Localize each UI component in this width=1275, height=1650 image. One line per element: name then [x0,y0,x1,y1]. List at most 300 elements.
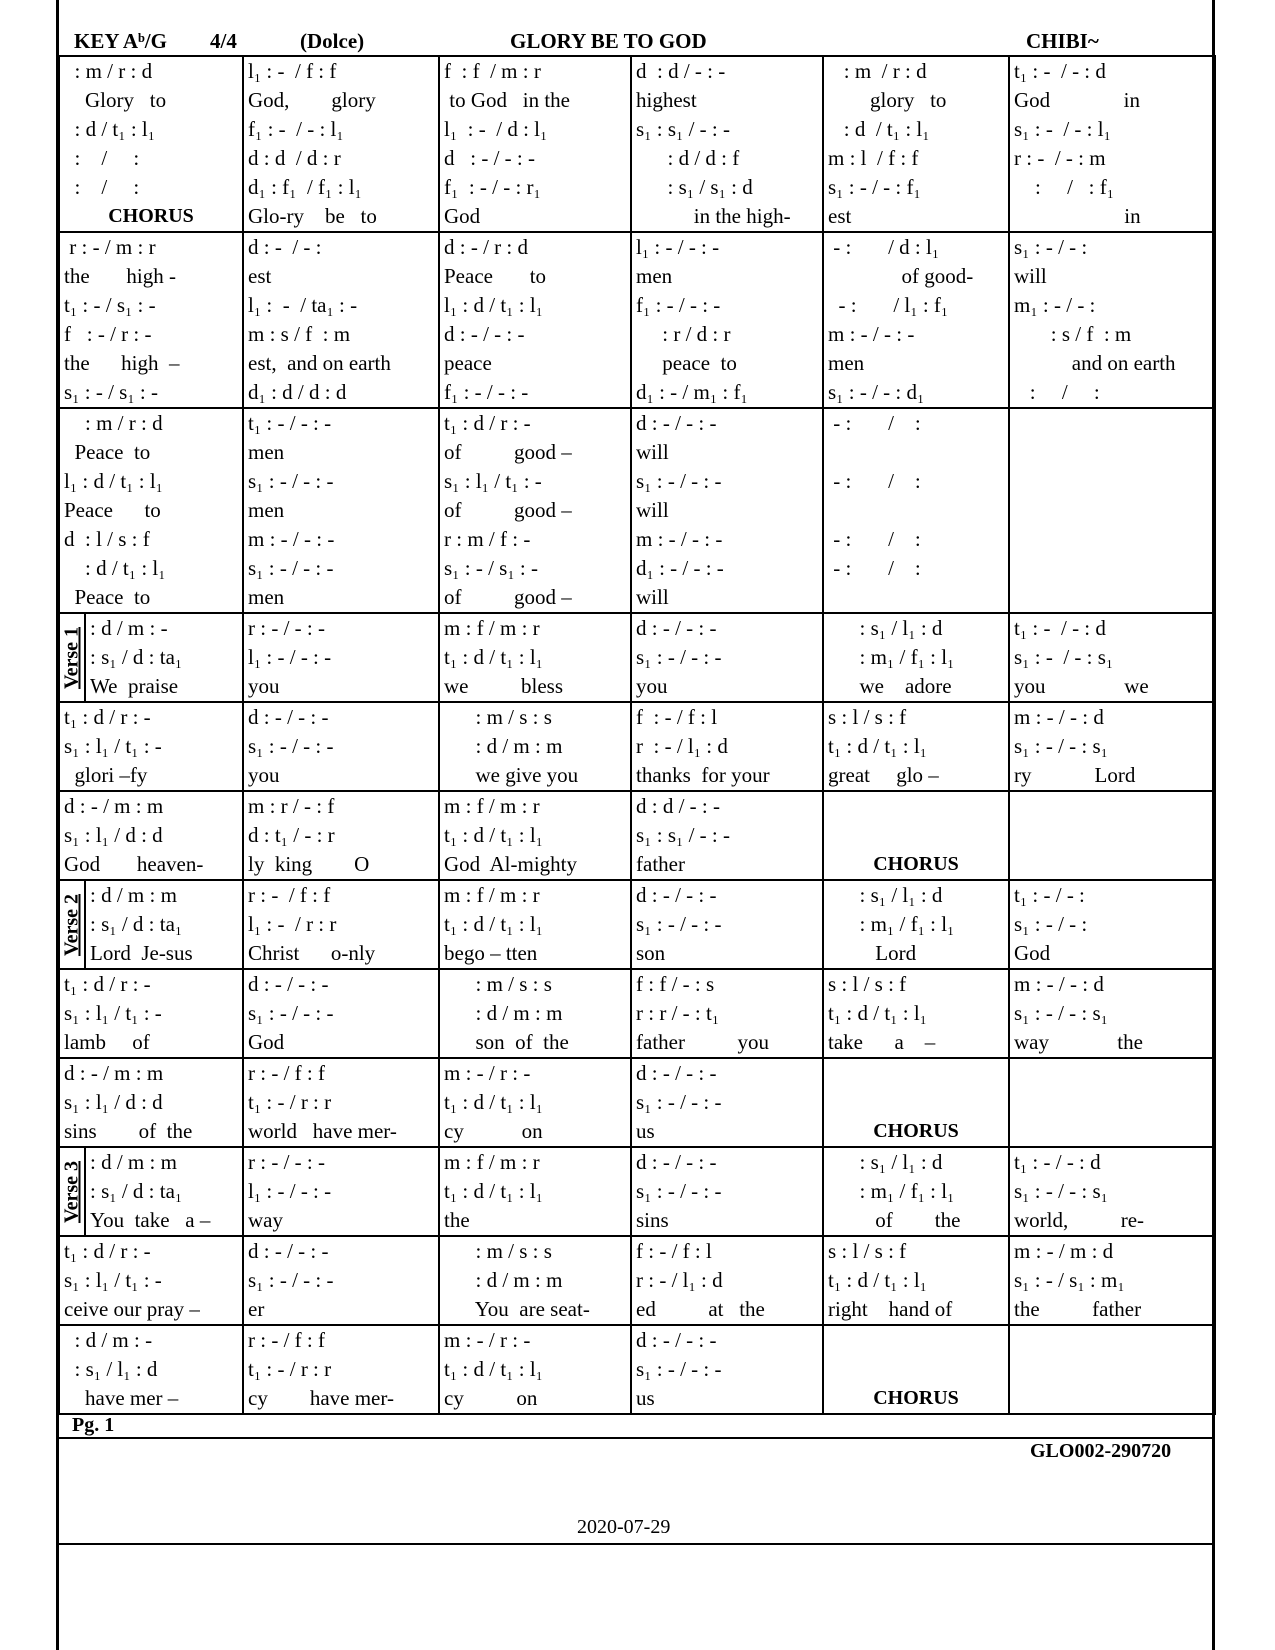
notation-line [828,792,1004,821]
notation-line: f : - / f : l [636,705,718,729]
notation-line: will [1014,264,1047,288]
notation-line: d : - / - : - [636,883,717,907]
notation-line: est [248,264,272,288]
notation-line: : m / r : d [64,59,153,83]
notation-line: way the [1014,1030,1143,1054]
notation-line: t₁ : d / t₁ : l₁ [444,912,543,936]
score-cell [1009,1147,1215,1236]
notation-line: Glory to [64,88,167,112]
notation-line: s₁ : l₁ / t₁ : - [444,469,542,493]
notation-line: t₁ : - / - : [1014,883,1085,907]
song-header [58,27,1214,55]
notation-line: of good – [444,498,572,522]
notation-line: d₁ : f₁ / f₁ : l₁ [248,175,362,199]
notation-line: thanks for your [636,763,770,787]
score-cell [439,1325,631,1414]
notation-line [828,583,1004,612]
notation-line: : m₁ / f₁ : l₁ [828,912,955,936]
notation-line: God [248,1030,285,1054]
notation-line: : m / s : s [444,1239,552,1263]
notation-line: you [248,674,280,698]
notation-line: s₁ : l₁ / d : d [64,823,163,847]
notation-line: : s₁ / l₁ : d [828,1150,943,1174]
score-cell [823,969,1009,1058]
notation-line: d₁ : - / - : - [636,556,724,580]
score-cell [439,56,631,232]
notation-line [1014,792,1210,821]
notation-line: : m₁ / f₁ : l₁ [828,645,955,669]
score-cell [59,56,243,232]
notation-line [828,496,1004,525]
notation-line: father [636,852,685,876]
notation-line: m : - / - : - [828,322,915,346]
notation-line: d₁ : d / d : d [248,380,347,404]
notation-line: : m / s : s [444,705,552,729]
notation-line: : s₁ / d : ta₁ [90,912,183,936]
score-cell [439,1147,631,1236]
score-cell [823,702,1009,791]
notation-line: s₁ : - / - : s₁ [1014,1179,1108,1203]
score-cell [1009,702,1215,791]
notation-line: er [248,1297,265,1321]
score-cell [439,408,631,613]
notation-line: s₁ : - / - : - [248,1268,334,1292]
notation-line: you we [1014,674,1149,698]
notation-line: r : - / - : - [248,1150,325,1174]
notation-line: l₁ : - / - : - [248,1179,332,1203]
song-title: GLORY BE TO GOD [510,29,707,53]
notation-line: s₁ : l₁ / t₁ : - [64,1001,162,1025]
notation-line: the high - [64,264,176,288]
notation-line: r : - / - : m [1014,146,1106,170]
notation-line: lamb of [64,1030,150,1054]
notation-line: est, and on earth [248,351,391,375]
notation-line: d : - / - : - [444,146,535,170]
notation-line: s₁ : - / - : - [248,556,334,580]
notation-line: : s₁ / s₁ : d [636,175,753,199]
notation-line: cy on [444,1119,543,1143]
score-cell [439,880,631,969]
score-cell [59,702,243,791]
notation-line: : d / m : m [444,1001,563,1025]
score-cell [59,1058,243,1147]
notation-line: bego – tten [444,941,538,965]
score-cell [1009,1325,1215,1414]
score-row [59,880,1215,969]
notation-line: : r / d : r [636,322,731,346]
notation-line: f₁ : - / - : - [444,380,529,404]
notation-line: : m₁ / f₁ : l₁ [828,1179,955,1203]
notation-line: f₁ : - / - : l₁ [248,117,344,141]
notation-line: m : - / - : d [1014,972,1104,996]
notation-line: : / : f₁ [1014,175,1115,199]
notation-line: t₁ : d / t₁ : l₁ [444,1090,543,1114]
notation-line: and on earth [1014,351,1176,375]
notation-line: - : / d : l₁ [828,235,940,259]
notation-line: we bless [444,674,563,698]
notation-line: s₁ : - / - : s₁ [1014,734,1108,758]
notation-line [828,1088,1004,1117]
score-cell [243,232,439,408]
notation-line [828,438,1004,467]
notation-line: : d / m : m [444,734,563,758]
notation-line: t₁ : d / t₁ : l₁ [444,1179,543,1203]
notation-line: l₁ : - / r : r [248,912,337,936]
notation-line: ly king O [248,852,370,876]
notation-line: : d / m : - [64,1328,153,1352]
notation-line: take a – [828,1030,936,1054]
score-cell [243,880,439,969]
score-row [59,1236,1215,1325]
notation-line: f : - / f : l [636,1239,712,1263]
tonic-solfa-score [58,55,1216,1415]
notation-line: of good- [828,264,974,288]
notation-line: : / : [64,175,140,199]
notation-line: s₁ : - / - : - [636,1357,722,1381]
notation-line: Christ o-nly [248,941,376,965]
composer: CHIBI~ [1026,29,1099,53]
notation-line: have mer – [64,1386,179,1410]
notation-line: right hand of [828,1297,953,1321]
notation-line: glori –fy [64,763,148,787]
score-cell [243,969,439,1058]
notation-line: Peace to [64,498,161,522]
notation-line: Lord [828,941,917,965]
notation-line: : s₁ / l₁ : d [828,616,943,640]
notation-line: s : l / s : f [828,705,907,729]
notation-line: m : - / r : - [444,1328,531,1352]
notation-line: the father [1014,1297,1142,1321]
notation-line: s₁ : - / - : - [248,469,334,493]
notation-line: ry Lord [1014,763,1136,787]
notation-line: way [248,1208,283,1232]
score-cell [439,232,631,408]
notation-line: r : - / m : r [64,235,156,259]
notation-line: s₁ : l₁ / t₁ : - [64,734,162,758]
notation-line: m : - / - : - [636,527,723,551]
notation-line: ed at the [636,1297,765,1321]
score-row [59,56,1215,232]
notation-line: : s₁ / l₁ : d [64,1357,158,1381]
notation-line: t₁ : - / r : r [248,1357,332,1381]
chorus-marker: CHORUS [873,853,959,875]
notation-line: r : r / - : t₁ [636,1001,720,1025]
notation-line: t₁ : d / t₁ : l₁ [828,734,927,758]
notation-line [1014,1326,1210,1355]
notation-line: t₁ : d / r : - [444,411,531,435]
notation-line: m : - / m : d [1014,1239,1114,1263]
notation-line: r : - / l₁ : d [636,734,728,758]
notation-line: cy on [444,1386,538,1410]
notation-line: m : - / - : d [1014,705,1104,729]
notation-line: m : l / f : f [828,146,919,170]
notation-line: God heaven- [64,852,204,876]
notation-line: d : - / - : - [248,972,329,996]
notation-line: : d / t₁ : l₁ [828,117,930,141]
notation-line: l₁ : d / t₁ : l₁ [444,293,543,317]
score-cell [59,1236,243,1325]
notation-line: s₁ : l₁ / d : d [64,1090,163,1114]
notation-line: d : - / - : - [248,705,329,729]
document-date: 2020-07-29 [577,1516,671,1538]
score-cell [439,969,631,1058]
notation-line: son of the [444,1030,569,1054]
notation-line: m : - / - : - [248,527,335,551]
notation-line: we give you [444,763,579,787]
notation-line: m : f / m : r [444,1150,540,1174]
notation-line [1014,821,1210,850]
score-cell [243,1325,439,1414]
notation-line: to God in the [444,88,570,112]
notation-line: Glo-ry be to [248,204,377,228]
notation-line: we adore [828,674,952,698]
notation-line: m : s / f : m [248,322,351,346]
verse-label-text: Verse 1 [60,626,83,689]
notation-line: father you [636,1030,769,1054]
notation-line [828,1059,1004,1088]
notation-line: the high – [64,351,180,375]
notation-line: son [636,941,666,965]
score-cell [59,791,243,880]
notation-line: men [248,498,285,522]
key-signature: KEY Aᵇ/G [74,29,167,53]
score-cell [823,880,1009,969]
notation-line: of the [828,1208,961,1232]
notation-line: great glo – [828,763,939,787]
notation-line: d : - / - : - [636,1150,717,1174]
notation-line: m : f / m : r [444,794,540,818]
notation-line: God, glory [248,88,376,112]
notation-line: s₁ : - / - : [1014,912,1088,936]
score-row [59,613,1215,702]
notation-line: men [828,351,865,375]
score-cell [59,613,243,702]
notation-line: - : / : [828,411,921,435]
notation-line: : d / m : m [444,1268,563,1292]
notation-line [1014,409,1210,438]
notation-line: d : - / - : - [444,322,525,346]
chorus-marker: CHORUS [108,205,194,227]
score-cell [631,969,823,1058]
notation-line: s : l / s : f [828,1239,907,1263]
score-cell [823,613,1009,702]
notation-line [1014,1088,1210,1117]
notation-line: peace [444,351,492,375]
notation-line: d : d / - : - [636,59,726,83]
score-cell [1009,232,1215,408]
score-cell [823,56,1009,232]
score-cell [243,1058,439,1147]
notation-line: l₁ : - / f : f [248,59,337,83]
notation-line: We praise [90,674,179,698]
verse-label-text: Verse 3 [60,1160,83,1223]
notation-line: highest [636,88,697,112]
notation-line: world have mer- [248,1119,397,1143]
score-cell [631,613,823,702]
notation-line: s₁ : - / - : - [636,1090,722,1114]
notation-line: s₁ : - / - : l₁ [1014,117,1111,141]
score-cell [823,791,1009,880]
score-cell [243,613,439,702]
notation-line: s₁ : - / s₁ : - [64,380,158,404]
notation-line: d : - / m : m [64,1061,164,1085]
notation-line: - : / : [828,469,921,493]
notation-line: m : r / - : f [248,794,335,818]
notation-line: d : - / - : - [636,1328,717,1352]
verse-label [60,881,86,968]
score-row [59,232,1215,408]
notation-line: s₁ : - / - : - [248,734,334,758]
notation-line: sins [636,1208,669,1232]
notation-line: d₁ : - / m₁ : f₁ [636,380,748,404]
notation-line: r : - / f : f [248,1328,325,1352]
notation-line: m : f / m : r [444,883,540,907]
time-signature: 4/4 [210,29,237,53]
notation-line [1014,438,1210,467]
score-row [59,791,1215,880]
score-cell [631,791,823,880]
score-row [59,969,1215,1058]
notation-line: of good – [444,585,572,609]
notation-line: : s₁ / l₁ : d [828,883,943,907]
verse-label [60,614,86,701]
notation-line: - : / : [828,556,921,580]
notation-line: s₁ : l₁ / t₁ : - [64,1268,162,1292]
notation-line: Peace to [64,440,151,464]
score-cell [439,702,631,791]
score-cell [823,1325,1009,1414]
score-cell [439,1236,631,1325]
score-cell [243,791,439,880]
score-cell [823,1147,1009,1236]
notation-line: t₁ : d / t₁ : l₁ [828,1001,927,1025]
notation-line: : d / m : m [90,883,177,907]
score-cell [631,408,823,613]
score-cell [823,232,1009,408]
notation-line: f : f / m : r [444,59,541,83]
notation-line: r : - / - : - [248,616,325,640]
notation-line: you [636,674,668,698]
notation-line [828,821,1004,850]
notation-line [1014,1117,1210,1146]
score-cell [631,702,823,791]
notation-line: : / : [64,146,140,170]
score-cell [1009,613,1215,702]
notation-line: God in [1014,88,1140,112]
score-cell [823,1058,1009,1147]
notation-line: t₁ : - / - : d [1014,616,1106,640]
footer-rule-top [58,1437,1214,1439]
notation-line: in [1014,204,1141,228]
notation-line [1014,1059,1210,1088]
notation-line: Lord Je-sus [90,941,193,965]
notation-line: : d / m : m [90,1150,177,1174]
notation-line: t₁ : d / t₁ : l₁ [444,1357,543,1381]
notation-line: ceive our pray – [64,1297,200,1321]
score-cell [1009,56,1215,232]
score-row [59,1325,1215,1414]
notation-line: d : - / - : [248,235,322,259]
notation-line: t₁ : - / s₁ : - [64,293,156,317]
notation-line: us [636,1386,655,1410]
notation-line: d : l / s : f [64,527,150,551]
notation-line: s₁ : - / - : - [636,1179,722,1203]
score-cell [59,880,243,969]
notation-line: t₁ : - / - : d [1014,59,1106,83]
notation-line: God [1014,941,1051,965]
notation-line: : / : [1014,380,1100,404]
notation-line: l₁ : - / - : - [636,235,720,259]
page-number: Pg. 1 [72,1414,115,1436]
notation-line: d : d / - : - [636,794,720,818]
document-code: GLO002-290720 [1030,1440,1172,1462]
notation-line: You take a – [90,1208,211,1232]
score-cell [243,1236,439,1325]
score-cell [59,232,243,408]
notation-line: the [444,1208,470,1232]
notation-line: m : - / r : - [444,1061,531,1085]
score-cell [439,613,631,702]
notation-line: l₁ : - / ta₁ : - [248,293,358,317]
notation-line: t₁ : - / - : d [1014,1150,1101,1174]
notation-line: s₁ : s₁ / - : - [636,117,730,141]
notation-line: d : - / - : - [636,1061,717,1085]
notation-line: m : f / m : r [444,616,540,640]
score-cell [1009,408,1215,613]
notation-line: : d / m : - [90,616,168,640]
notation-line: d : - / - : - [636,616,717,640]
notation-line: t₁ : - / r : r [248,1090,332,1114]
score-cell [1009,880,1215,969]
notation-line: t₁ : d / r : - [64,705,151,729]
notation-line: f₁ : - / - : r₁ [444,175,541,199]
notation-line: will [636,440,669,464]
notation-line: r : - / f : f [248,1061,325,1085]
notation-line: - : / : [828,527,921,551]
score-cell [1009,791,1215,880]
notation-line: r : m / f : - [444,527,531,551]
notation-line: - : / l₁ : f₁ [828,293,949,317]
notation-line: d : - / - : - [248,1239,329,1263]
score-row [59,1147,1215,1236]
notation-line: t₁ : d / t₁ : l₁ [828,1268,927,1292]
notation-line: f : f / - : s [636,972,715,996]
notation-line: s₁ : - / - : - [636,469,722,493]
notation-line [828,1355,1004,1384]
notation-line: d : - / - : - [636,411,717,435]
score-cell [1009,969,1215,1058]
notation-line [1014,525,1210,554]
score-row [59,702,1215,791]
notation-line: in the high- [636,204,791,228]
notation-line: will [636,498,669,522]
notation-line: : m / r : d [828,59,927,83]
score-cell [243,1147,439,1236]
notation-line: l₁ : - / d : l₁ [444,117,548,141]
notation-line: s₁ : - / - : - [636,912,722,936]
score-cell [439,791,631,880]
score-cell [59,969,243,1058]
notation-line: world, re- [1014,1208,1145,1232]
notation-line: : d / t₁ : l₁ [64,117,156,141]
notation-line: s₁ : s₁ / - : - [636,823,730,847]
notation-line [1014,1384,1210,1413]
notation-line: t₁ : - / - : - [248,411,332,435]
notation-line: s₁ : - / - : s₁ [1014,1001,1108,1025]
score-cell [631,232,823,408]
notation-line: s : l / s : f [828,972,907,996]
score-cell [631,1147,823,1236]
